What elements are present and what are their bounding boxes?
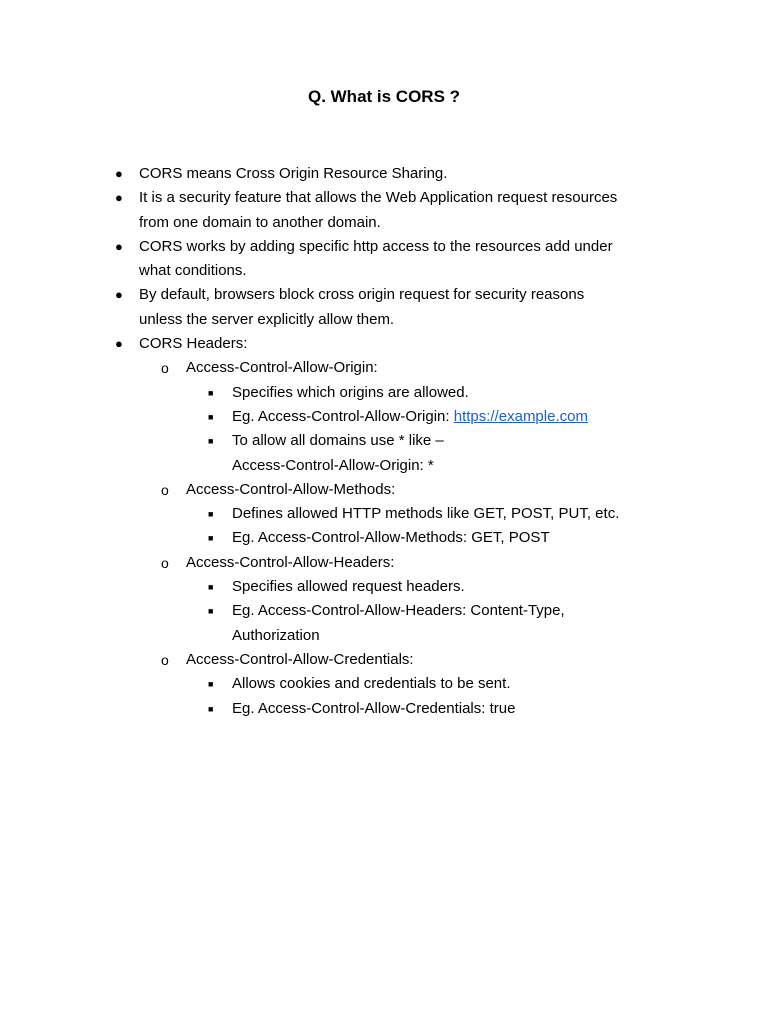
item-text: what conditions. [139,262,247,280]
sub-list-item [0,551,768,575]
bullet-square: ■ [208,387,214,398]
bullet-square: ■ [208,703,214,714]
header-name: Access-Control-Allow-Credentials: [186,650,414,668]
sub-sub-list-item-continuation [0,454,768,478]
point-text: Specifies which origins are allowed. [232,383,469,401]
sub-sub-list-item [0,502,768,526]
sub-sub-list-item [0,381,768,405]
bullet-disc: ● [115,238,123,254]
bullet-circle: o [161,554,169,571]
bullet-square: ■ [208,533,214,544]
point-text: Access-Control-Allow-Origin: * [232,456,434,474]
list-item-continuation [0,259,768,283]
header-name: Access-Control-Allow-Origin: [186,359,378,377]
point-text: Eg. Access-Control-Allow-Credentials: true [232,699,516,717]
item-text: from one domain to another domain. [139,213,381,231]
list-item-continuation [0,211,768,235]
bullet-square: ■ [208,436,214,447]
point-text: Eg. Access-Control-Allow-Origin: [232,407,454,425]
bullet-circle: o [161,481,169,498]
sub-sub-list-item [0,429,768,453]
bullet-circle: o [161,360,169,377]
bullet-disc: ● [115,166,123,181]
point-text: To allow all domains use * like – [232,432,444,450]
list-item [0,186,768,210]
list-item-continuation [0,308,768,332]
point-text: Eg. Access-Control-Allow-Methods: GET, POST [232,529,550,547]
example-link[interactable]: https://example.com [453,407,588,425]
sub-sub-list-item [0,672,768,696]
point-text: Eg. Access-Control-Allow-Headers: Content-Type, [232,602,565,620]
item-text: CORS means Cross Origin Resource Sharing. [139,165,448,182]
sub-list-item [0,648,768,672]
bullet-square: ■ [208,582,214,593]
header-name: Access-Control-Allow-Methods: [186,480,396,498]
sub-sub-list-item [0,575,768,599]
list-item [0,235,768,259]
bullet-disc: ● [115,336,123,352]
list-item [0,162,768,186]
item-text: It is a security feature that allows the Web Application request resources [139,189,618,207]
bullet-disc: ● [115,287,123,303]
list-item [0,332,768,356]
item-text: unless the server explicitly allow them. [139,310,395,328]
bullet-circle: o [161,651,169,668]
point-text: Allows cookies and credentials to be sent. [232,675,511,693]
bullet-list [0,162,768,721]
sub-sub-list-item [0,697,768,721]
page-title: Q. What is CORS ? [307,87,461,106]
item-text: CORS Headers: [139,335,248,353]
item-text: CORS works by adding specific http access to the resources add under [139,237,613,255]
header-name: Access-Control-Allow-Headers: [186,553,395,571]
bullet-square: ■ [208,411,214,422]
bullet-square: ■ [208,606,214,617]
sub-list-item [0,356,768,380]
point-text: Authorization [232,626,320,644]
item-text: By default, browsers block cross origin request for security reasons [139,286,585,304]
list-item [0,283,768,307]
sub-sub-list-item [0,405,768,429]
bullet-square: ■ [208,679,214,690]
sub-sub-list-item [0,526,768,550]
sub-sub-list-item [0,599,768,623]
point-text: Defines allowed HTTP methods like GET, POST, PUT, etc. [232,505,620,523]
sub-list-item [0,478,768,502]
point-text: Specifies allowed request headers. [232,578,465,596]
bullet-disc: ● [115,190,123,206]
bullet-square: ■ [208,509,214,520]
sub-sub-list-item-continuation [0,624,768,648]
